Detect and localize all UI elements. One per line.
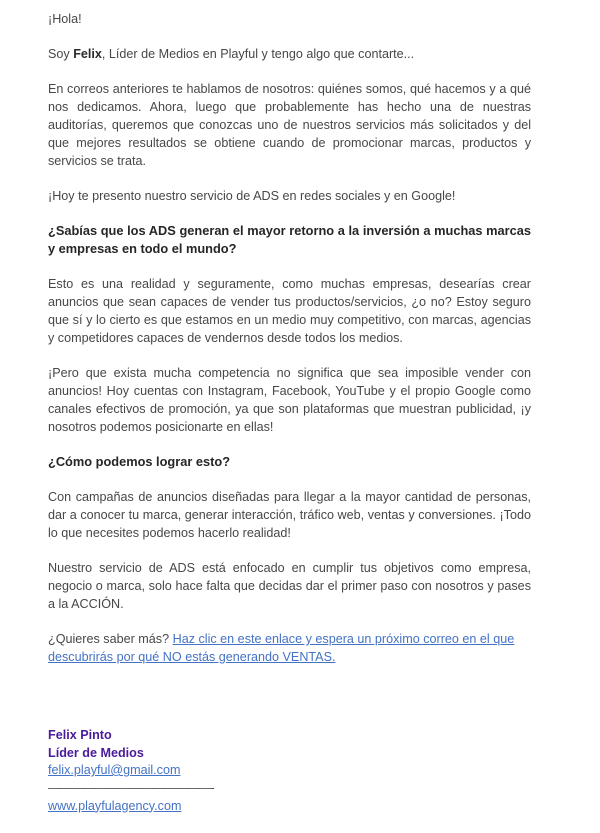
signature-website-link[interactable]: www.playfulagency.com bbox=[48, 798, 182, 813]
greeting: ¡Hola! bbox=[48, 12, 82, 26]
intro-prefix: Soy bbox=[48, 47, 74, 61]
paragraph-previous-emails: En correos anteriores te hablamos de nosotros: quiénes somos, qué hacemos y a qué nos dedicamos. Ahora, luego que probablemente has hecho una de nuestras auditorías, queremos que conozcas uno de nuestros servicios más solicitados y del que mejores resultados se obtiene cuando de promocionar marcas, productos y servicios se trata. bbox=[48, 82, 531, 168]
cta-prefix: ¿Quieres saber más? bbox=[48, 632, 173, 646]
email-signature bbox=[48, 727, 531, 815]
paragraph-reality: Esto es una realidad y seguramente, como muchas empresas, desearías crear anuncios que sean capaces de vender tus productos/servicios, ¿o no? Estoy seguro que sí y lo cierto es que estamos en un medio muy competitivo, con marcas, agencias y competidores capaces de vendernos desde todos los medios. bbox=[48, 277, 531, 345]
signature-email-link[interactable]: felix.playful@gmail.com bbox=[48, 763, 181, 777]
sender-first-name: Felix bbox=[73, 47, 102, 61]
paragraph-focus: Nuestro servicio de ADS está enfocado en cumplir tus objetivos como empresa, negocio o marca, solo hace falta que decidas dar el primer paso con nosotros y pases a la ACCIÓN. bbox=[48, 561, 531, 611]
paragraph-competition: ¡Pero que exista mucha competencia no significa que sea imposible vender con anuncios! Hoy cuentas con Instagram, Facebook, YouTube y el propio Google como canales efectivos de promoción, ya que son plataformas que muestran publicidad, ¡y nosotros podemos posicionarte en ellas! bbox=[48, 366, 531, 434]
cta-paragraph bbox=[48, 630, 531, 666]
heading-roi-question: ¿Sabías que los ADS generan el mayor retorno a la inversión a muchas marcas y empresas en todo el mundo? bbox=[48, 223, 531, 256]
paragraph-present-service: ¡Hoy te presento nuestro servicio de ADS en redes sociales y en Google! bbox=[48, 189, 456, 203]
intro-suffix: , Líder de Medios en Playful y tengo algo que contarte... bbox=[101, 47, 415, 61]
intro-paragraph bbox=[48, 45, 531, 63]
cta-link[interactable]: Haz clic en este enlace y espera un próximo correo en el que descubrirás por qué NO estás generando VENTAS. bbox=[48, 632, 515, 664]
heading-how-question: ¿Cómo podemos lograr esto? bbox=[48, 454, 231, 469]
email-body bbox=[48, 10, 531, 815]
spacer bbox=[48, 683, 531, 727]
signature-title: Líder de Medios bbox=[48, 745, 144, 760]
signature-divider: ——————————————- bbox=[48, 780, 214, 795]
paragraph-campaigns: Con campañas de anuncios diseñadas para llegar a la mayor cantidad de personas, dar a conocer tu marca, generar interacción, tráfico web, ventas y conversiones. ¡Todo lo que necesites podemos hacerlo realidad! bbox=[48, 490, 531, 540]
signature-name: Felix Pinto bbox=[48, 728, 112, 742]
